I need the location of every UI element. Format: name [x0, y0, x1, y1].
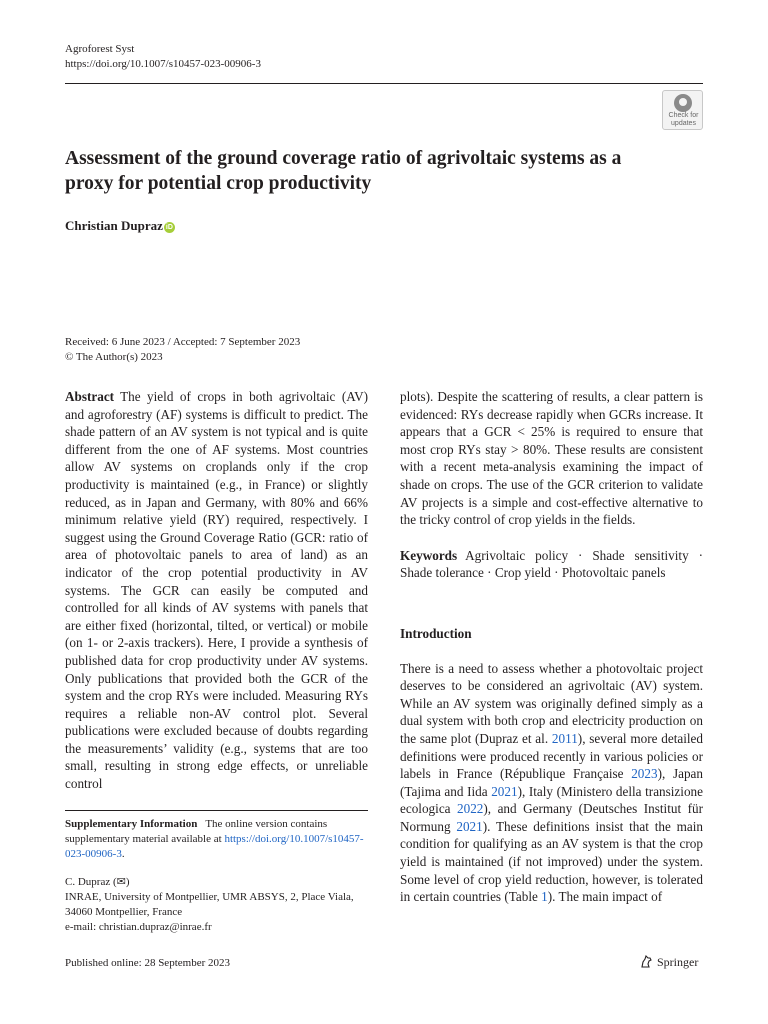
orcid-icon[interactable]: iD [165, 224, 173, 231]
citation-link[interactable]: 2021 [456, 818, 483, 834]
keywords-label: Keywords [400, 547, 458, 563]
author-name: Christian Dupraz [65, 218, 163, 233]
introduction-text: There is a need to assess whether a photovoltaic project deserves to be considered an agrivoltaic (AV) system. While an AV system was originally defined simply as a dual system with both crop and electricity production on the same plot (Dupraz et al. 2011), several more detailed definitions were produced recently in various policies or labels in France (République Française 2023), Japan (Tajima and Iida 2021), Italy (Ministero della transizione ecologica 2022), and Germany (Deutsches Institut für Normung 2021). These definitions insist that the main condition for qualifying as an AV system is that the crop yield is maintained (if not improved) under the system. Some level of crop yield reduction, however, is tolerated in certain countries (Table 1). The main impact of [400, 660, 703, 905]
supplementary-info: Supplementary Information The online version contains supplementary material available at https://doi.org/10.1007/s10457-023-00906-3. [65, 818, 364, 860]
journal-name: Agroforest Syst [65, 43, 135, 55]
citation-link[interactable]: 2021 [491, 783, 518, 799]
abstract-label: Abstract [65, 389, 115, 404]
copyright: © The Author(s) 2023 [65, 351, 163, 363]
corr-email[interactable]: e-mail: christian.dupraz@inrae.fr [65, 921, 212, 933]
springer-horse-icon [640, 955, 653, 968]
footnote-rule [65, 810, 368, 811]
corr-name: C. Dupraz (✉) [65, 876, 130, 888]
published-online: Published online: 28 September 2023 [65, 957, 230, 969]
keywords-paragraph [400, 547, 703, 582]
article-dates [65, 335, 300, 365]
citation-link[interactable]: 2011 [551, 730, 578, 746]
corresponding-author [65, 875, 368, 935]
introduction-heading: Introduction [400, 625, 472, 641]
article-title: Assessment of the ground coverage ratio of agrivoltaic systems as a proxy for potential crop productivity [65, 148, 622, 194]
supplementary-link[interactable]: https://doi.org/10.1007/s10457-023-00906-3 [65, 833, 364, 860]
abstract-text: The yield of crops in both agrivoltaic (AV) and agroforestry (AF) systems is difficult to predict. The shade pattern of an AV system is not typical and is quite different from the one of AF systems. Most countries allow AV systems on croplands only if the crop productivity is maintained (e.g., in France) or slightly reduced, as in Japan and Germany, with 80% and 66% minimum relative yield (RY) required, respectively. I suggest using the Ground Coverage Ratio (GCR: ratio of area of photovoltaic panels to area of land) as an indicator of the crop potential productivity in AV systems. The GCR can easily be computed and controlled for all kinds of AV systems with panels that are either fixed (horizontal, tilted, or vertical) or mobile (on 1- or 2-axis trackers). Here, I provide a synthesis of published data for crop productivity under AV systems. Only publications that provided both the GCR of the system and the crop RYs were included. Measuring RYs requires a reliable non-AV control plot. Several publications were excluded because of doubts regarding the measurements’ validity (e.g., systems that are too small, resulting in strong edge effects, or unreliable control [65, 389, 368, 792]
keywords-text: Agrivoltaic policy · Shade sensitivity · Shade tolerance · Crop yield · Photovoltaic panels [400, 547, 703, 581]
left-column [65, 388, 368, 793]
abstract-paragraph [65, 388, 368, 793]
citation-link[interactable]: 2023 [631, 766, 658, 782]
right-column [400, 388, 703, 906]
article-doi[interactable]: https://doi.org/10.1007/s10457-023-00906-3 [65, 58, 261, 70]
supp-label: Supplementary Information [65, 818, 198, 830]
author-line [65, 218, 175, 234]
publisher-name: Springer [657, 955, 699, 969]
header-rule [65, 83, 703, 84]
check-updates-icon [674, 94, 692, 112]
abstract-continued: plots). Despite the scattering of results, a clear pattern is evidenced: RYs decrease rapidly when GCRs increase. It appears that a GCR < 25% is required to ensure that most crop RYs stay > 80%. These results are consistent with a recent meta-analysis examining the impact of shade on crops. The use of the GCR criterion to validate AV projects is a simple and cost-effective alternative to the tricky control of crop yields in the fields. [400, 389, 703, 528]
publisher-logo [640, 955, 698, 970]
badge-text: Check for updates [668, 112, 699, 127]
check-for-updates-badge[interactable] [662, 90, 703, 130]
table-reference-link[interactable]: 1 [541, 889, 548, 905]
citation-link[interactable]: 2022 [457, 801, 484, 817]
corr-affiliation: INRAE, University of Montpellier, UMR ABSYS, 2, Place Viala, 34060 Montpellier, France [65, 891, 354, 918]
received-accepted: Received: 6 June 2023 / Accepted: 7 September 2023 [65, 336, 301, 348]
journal-header [65, 42, 261, 72]
